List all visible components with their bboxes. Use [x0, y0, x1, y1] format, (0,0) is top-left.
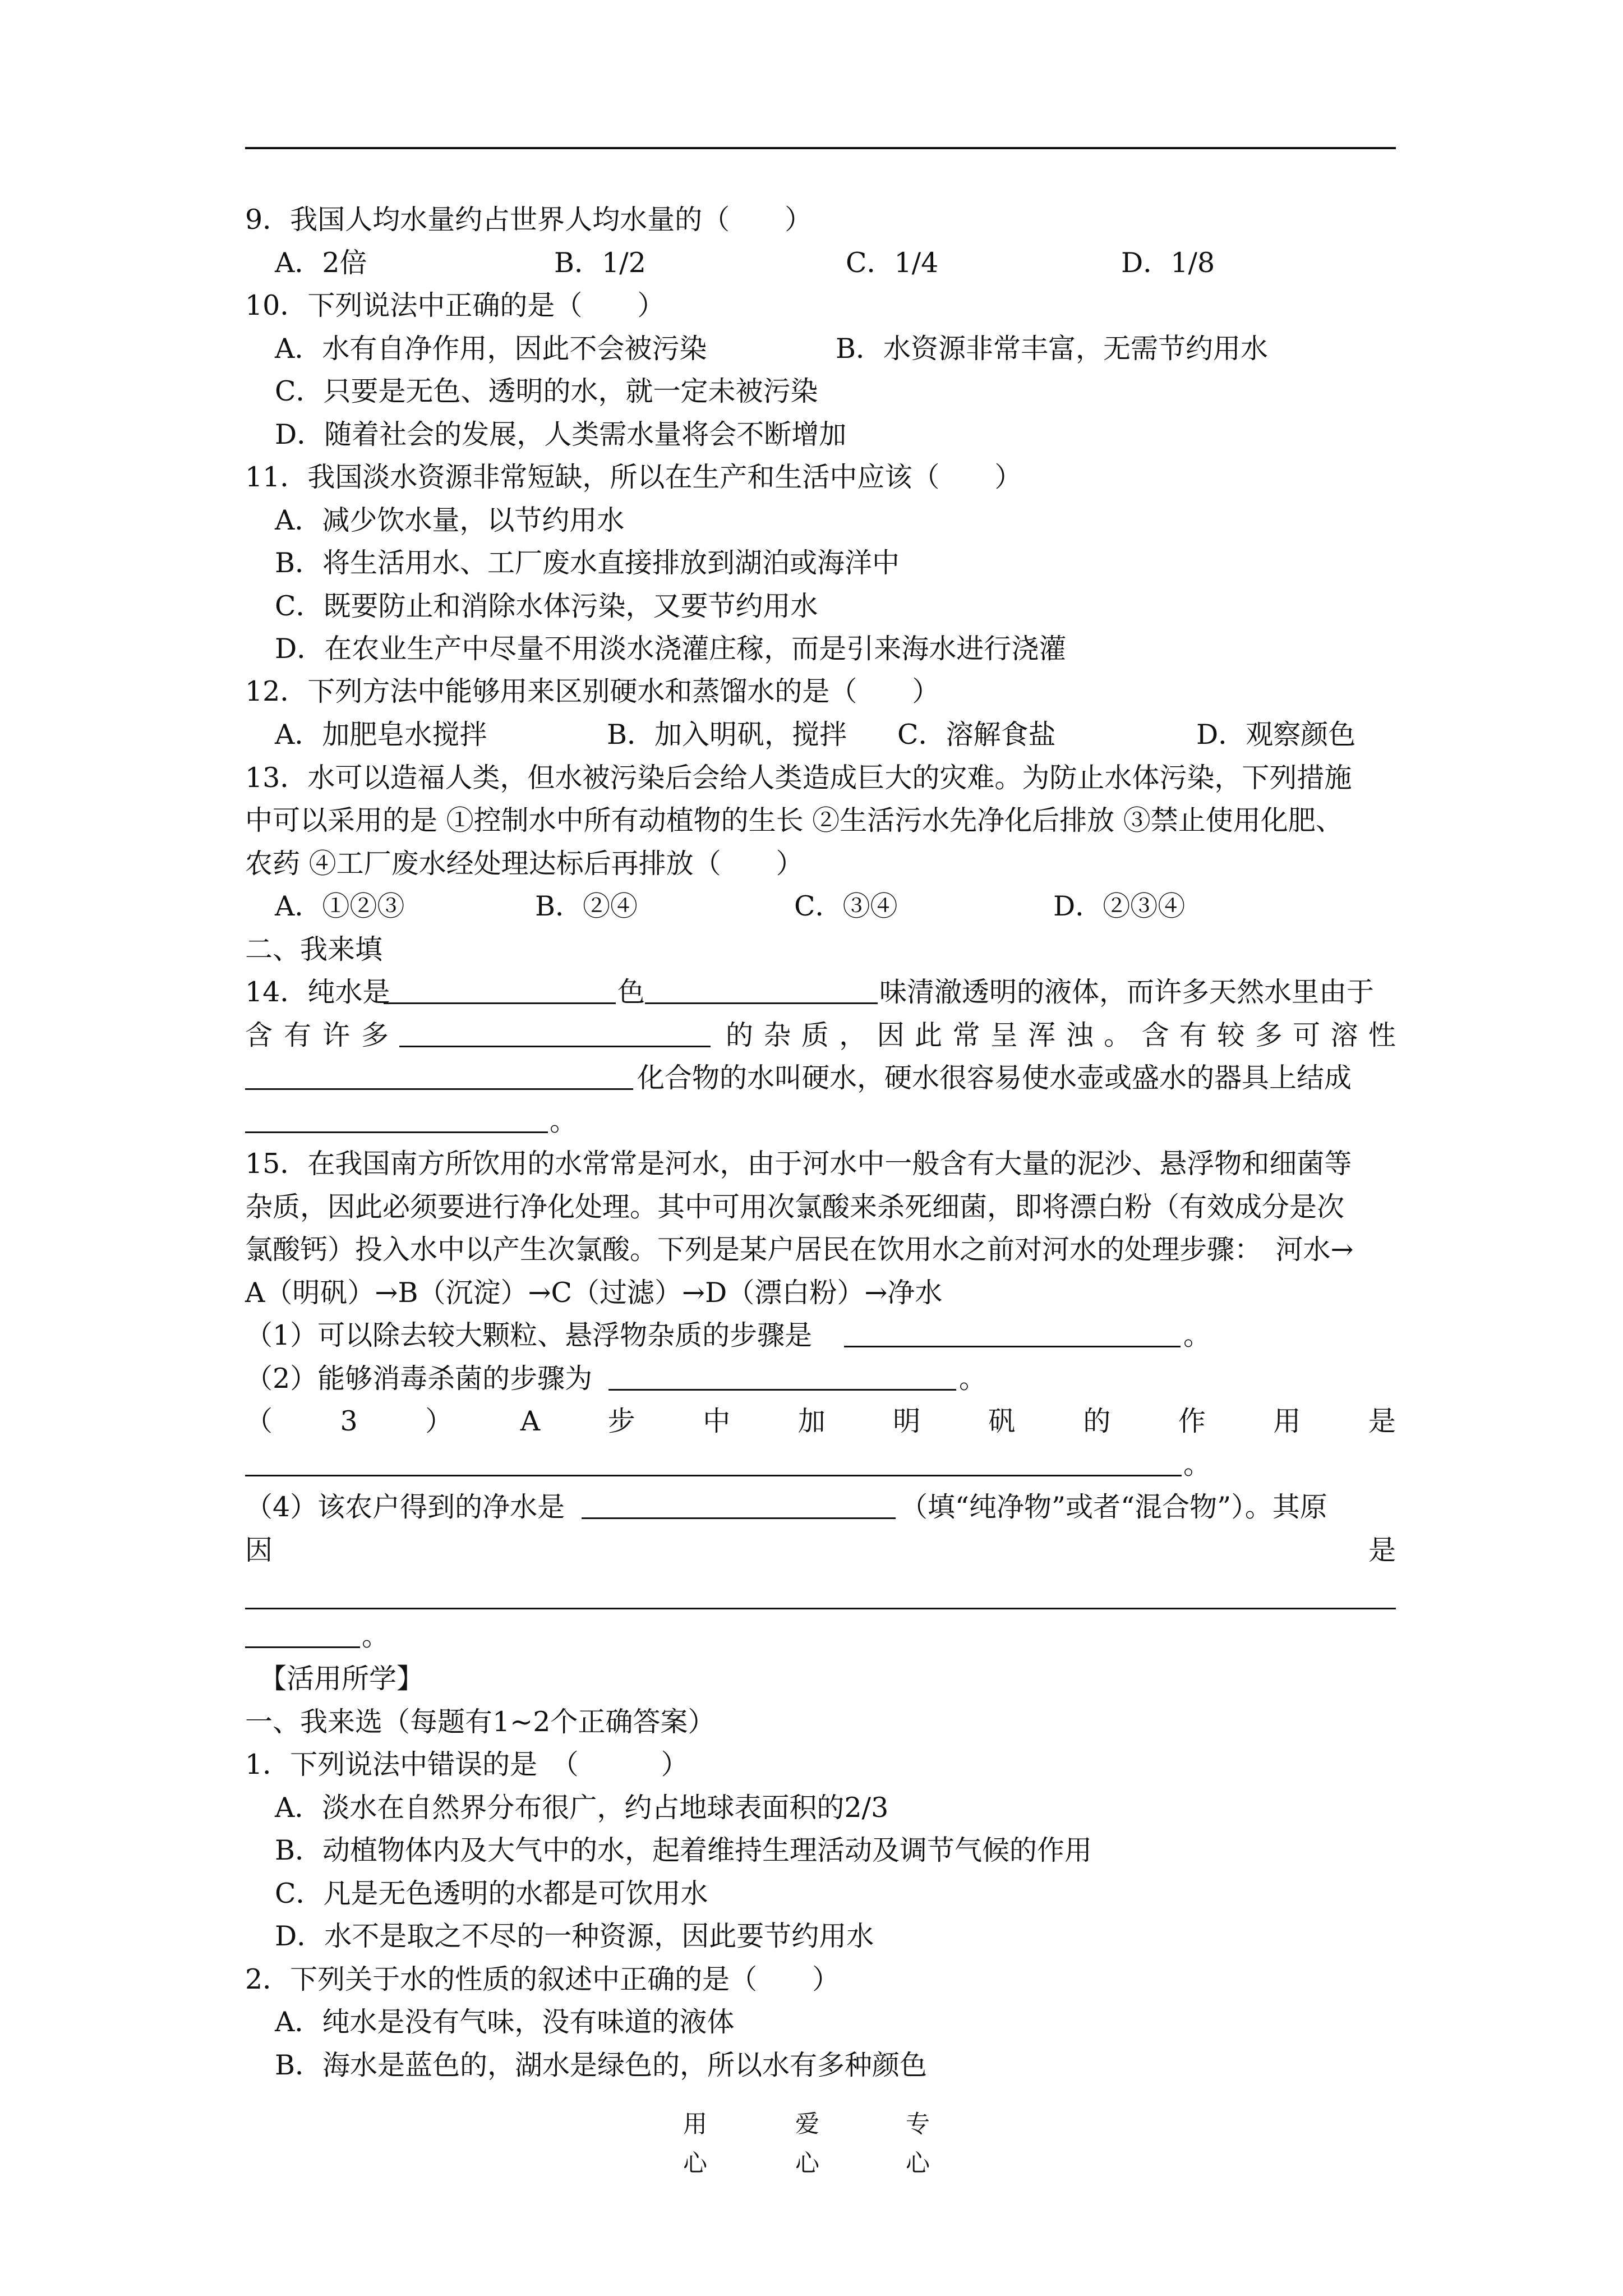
option-a: A．①②③ — [275, 890, 405, 922]
question-stem: 9．我国人均水量约占世界人均水量的（ ） — [245, 204, 813, 236]
option-d: D．1/8 — [1121, 247, 1215, 279]
question-stem: 1．下列说法中错误的是 （ ） — [245, 1749, 689, 1780]
char: 是 — [1368, 1405, 1396, 1437]
char: 3 — [340, 1405, 358, 1437]
answer-blank[interactable] — [245, 1614, 360, 1648]
footer-item: 专心 — [906, 2110, 930, 2178]
punctuation: 。 — [959, 1363, 987, 1395]
char: 矾 — [988, 1405, 1016, 1437]
char: 用 — [1273, 1405, 1301, 1437]
char: 有 — [1179, 1019, 1207, 1051]
question-stem: 2．下列关于水的性质的叙述中正确的是（ ） — [245, 1963, 840, 1995]
punctuation: 。 — [362, 1620, 390, 1652]
option-c: C．既要防止和消除水体污染，又要节约用水 — [275, 590, 818, 622]
char: 浑 — [1028, 1019, 1056, 1051]
option-a: A．加肥皂水搅拌 — [275, 719, 487, 751]
option-a: A．纯水是没有气味，没有味道的液体 — [275, 2006, 735, 2038]
char: 多 — [1255, 1019, 1283, 1051]
option-d: D．观察颜色 — [1196, 719, 1356, 751]
option-c: C．只要是无色、透明的水，就一定未被污染 — [275, 375, 818, 407]
question-stem: 11．我国淡水资源非常短缺，所以在生产和生活中应该（ ） — [245, 461, 1022, 493]
punctuation: 。 — [1183, 1448, 1211, 1480]
char: 含 — [1141, 1019, 1169, 1051]
punctuation: 。 — [550, 1105, 578, 1137]
answer-blank[interactable] — [245, 1608, 1396, 1609]
answer-blank[interactable] — [245, 1056, 633, 1090]
char: 呈 — [990, 1019, 1018, 1051]
sub-question: （1）可以除去较大颗粒、悬浮物杂质的步骤是 — [245, 1319, 813, 1351]
char: 常 — [952, 1019, 980, 1051]
char: 加 — [797, 1405, 826, 1437]
section-heading: 一、我来选（每题有1~2个正确答案） — [245, 1706, 716, 1738]
char: 含 — [245, 1019, 273, 1051]
option-c: C．③④ — [794, 890, 898, 922]
question-text: 13．水可以造福人类，但水被污染后会给人类造成巨大的灾难。为防止水体污染，下列措施 — [245, 762, 1352, 794]
question-text: 农药 ④工厂废水经处理达标后再排放（ ） — [245, 848, 804, 880]
footer-item: 爱心 — [795, 2110, 819, 2178]
char: 作 — [1178, 1405, 1206, 1437]
char: 中 — [703, 1405, 731, 1437]
footer-item: 用心 — [683, 2110, 707, 2178]
answer-blank[interactable] — [384, 970, 616, 1004]
option-b: B．水资源非常丰富，无需节约用水 — [836, 333, 1269, 365]
option-d: D．在农业生产中尽量不用淡水浇灌庄稼，而是引来海水进行浇灌 — [275, 633, 1067, 665]
option-c: C．1/4 — [846, 247, 939, 279]
question-stem: 12．下列方法中能够用来区别硬水和蒸馏水的是（ ） — [245, 675, 940, 707]
char: 杂 — [763, 1019, 791, 1051]
answer-blank[interactable] — [645, 970, 878, 1004]
char: 明 — [893, 1405, 921, 1437]
char: 因 — [245, 1534, 273, 1566]
option-b: B．动植物体内及大气中的水，起着维持生理活动及调节气候的作用 — [275, 1834, 1092, 1866]
char: 此 — [915, 1019, 943, 1051]
char: 浊 — [1066, 1019, 1094, 1051]
char: 较 — [1217, 1019, 1245, 1051]
char: 可 — [1293, 1019, 1321, 1051]
char: 是 — [1368, 1534, 1396, 1566]
char: 质 — [801, 1019, 829, 1051]
char: 的 — [1083, 1405, 1111, 1437]
option-a: A．水有自净作用，因此不会被污染 — [275, 333, 707, 365]
spread-text — [245, 1013, 389, 1058]
answer-blank[interactable] — [245, 1099, 548, 1133]
option-c: C．凡是无色透明的水都是可饮用水 — [275, 1878, 708, 1910]
option-d: D．随着社会的发展，人类需水量将会不断增加 — [275, 418, 847, 450]
char: 许 — [322, 1019, 350, 1051]
option-b: B．海水是蓝色的，湖水是绿色的，所以水有多种颜色 — [275, 2049, 928, 2081]
char: 多 — [361, 1019, 389, 1051]
section-title: 【活用所学】 — [259, 1663, 425, 1695]
option-d: D．水不是取之不尽的一种资源，因此要节约用水 — [275, 1920, 874, 1952]
question-text: 味清澈透明的液体，而许多天然水里由于 — [879, 976, 1375, 1008]
option-a: A．淡水在自然界分布很广，约占地球表面积的2/3 — [275, 1792, 889, 1824]
sub-question: （填“纯净物”或者“混合物”）。其原 — [900, 1491, 1327, 1523]
answer-blank[interactable] — [582, 1485, 896, 1519]
char: 因 — [877, 1019, 905, 1051]
char: 的 — [726, 1019, 754, 1051]
option-c: C．溶解食盐 — [897, 719, 1056, 751]
answer-blank[interactable] — [245, 1442, 1182, 1476]
option-d: D．②③④ — [1053, 890, 1186, 922]
char: 性 — [1368, 1019, 1396, 1051]
option-a: A．减少饮水量，以节约用水 — [275, 504, 625, 536]
sub-question: （2）能够消毒杀菌的步骤为 — [245, 1363, 593, 1395]
char: 有 — [283, 1019, 311, 1051]
option-a: A．2倍 — [275, 247, 367, 279]
spread-text — [245, 1399, 1396, 1444]
char: 。 — [1104, 1019, 1132, 1051]
option-b: B．1/2 — [554, 247, 646, 279]
question-text: 15．在我国南方所饮用的水常常是河水，由于河水中一般含有大量的泥沙、悬浮物和细菌等 — [245, 1148, 1352, 1180]
char: ） — [425, 1405, 453, 1437]
question-stem: 10．下列说法中正确的是（ ） — [245, 289, 665, 321]
question-text: 14．纯水是 — [245, 976, 390, 1008]
answer-blank[interactable] — [844, 1313, 1181, 1347]
question-text: 氯酸钙）投入水中以产生次氯酸。下列是某户居民在饮用水之前对河水的处理步骤： 河水→ — [245, 1234, 1354, 1266]
punctuation: 。 — [1183, 1319, 1211, 1351]
char: ， — [839, 1019, 867, 1051]
header-rule — [245, 147, 1396, 149]
question-text: 中可以采用的是 ①控制水中所有动植物的生长 ②生活污水先净化后排放 ③禁止使用化肥、 — [245, 804, 1343, 836]
char: 溶 — [1330, 1019, 1358, 1051]
char: 步 — [607, 1405, 635, 1437]
option-b: B．加入明矾，搅拌 — [607, 719, 847, 751]
section-heading: 二、我来填 — [245, 933, 383, 965]
answer-blank[interactable] — [608, 1356, 956, 1391]
answer-blank[interactable] — [399, 1013, 711, 1047]
sub-question: （4）该农户得到的净水是 — [245, 1491, 565, 1523]
question-text: 色 — [617, 976, 645, 1008]
char: A — [520, 1405, 541, 1437]
option-b: B．将生活用水、工厂废水直接排放到湖泊或海洋中 — [275, 547, 900, 579]
question-text: 杂质，因此必须要进行净化处理。其中可用次氯酸来杀死细菌，即将漂白粉（有效成分是次 — [245, 1191, 1345, 1223]
option-b: B．②④ — [535, 890, 638, 922]
question-text: 化合物的水叫硬水，硬水很容易使水壶或盛水的器具上结成 — [637, 1062, 1352, 1094]
spread-text — [726, 1013, 1396, 1058]
char: （ — [245, 1405, 273, 1437]
question-text: A（明矾）→B（沉淀）→C（过滤）→D（漂白粉）→净水 — [245, 1277, 943, 1309]
